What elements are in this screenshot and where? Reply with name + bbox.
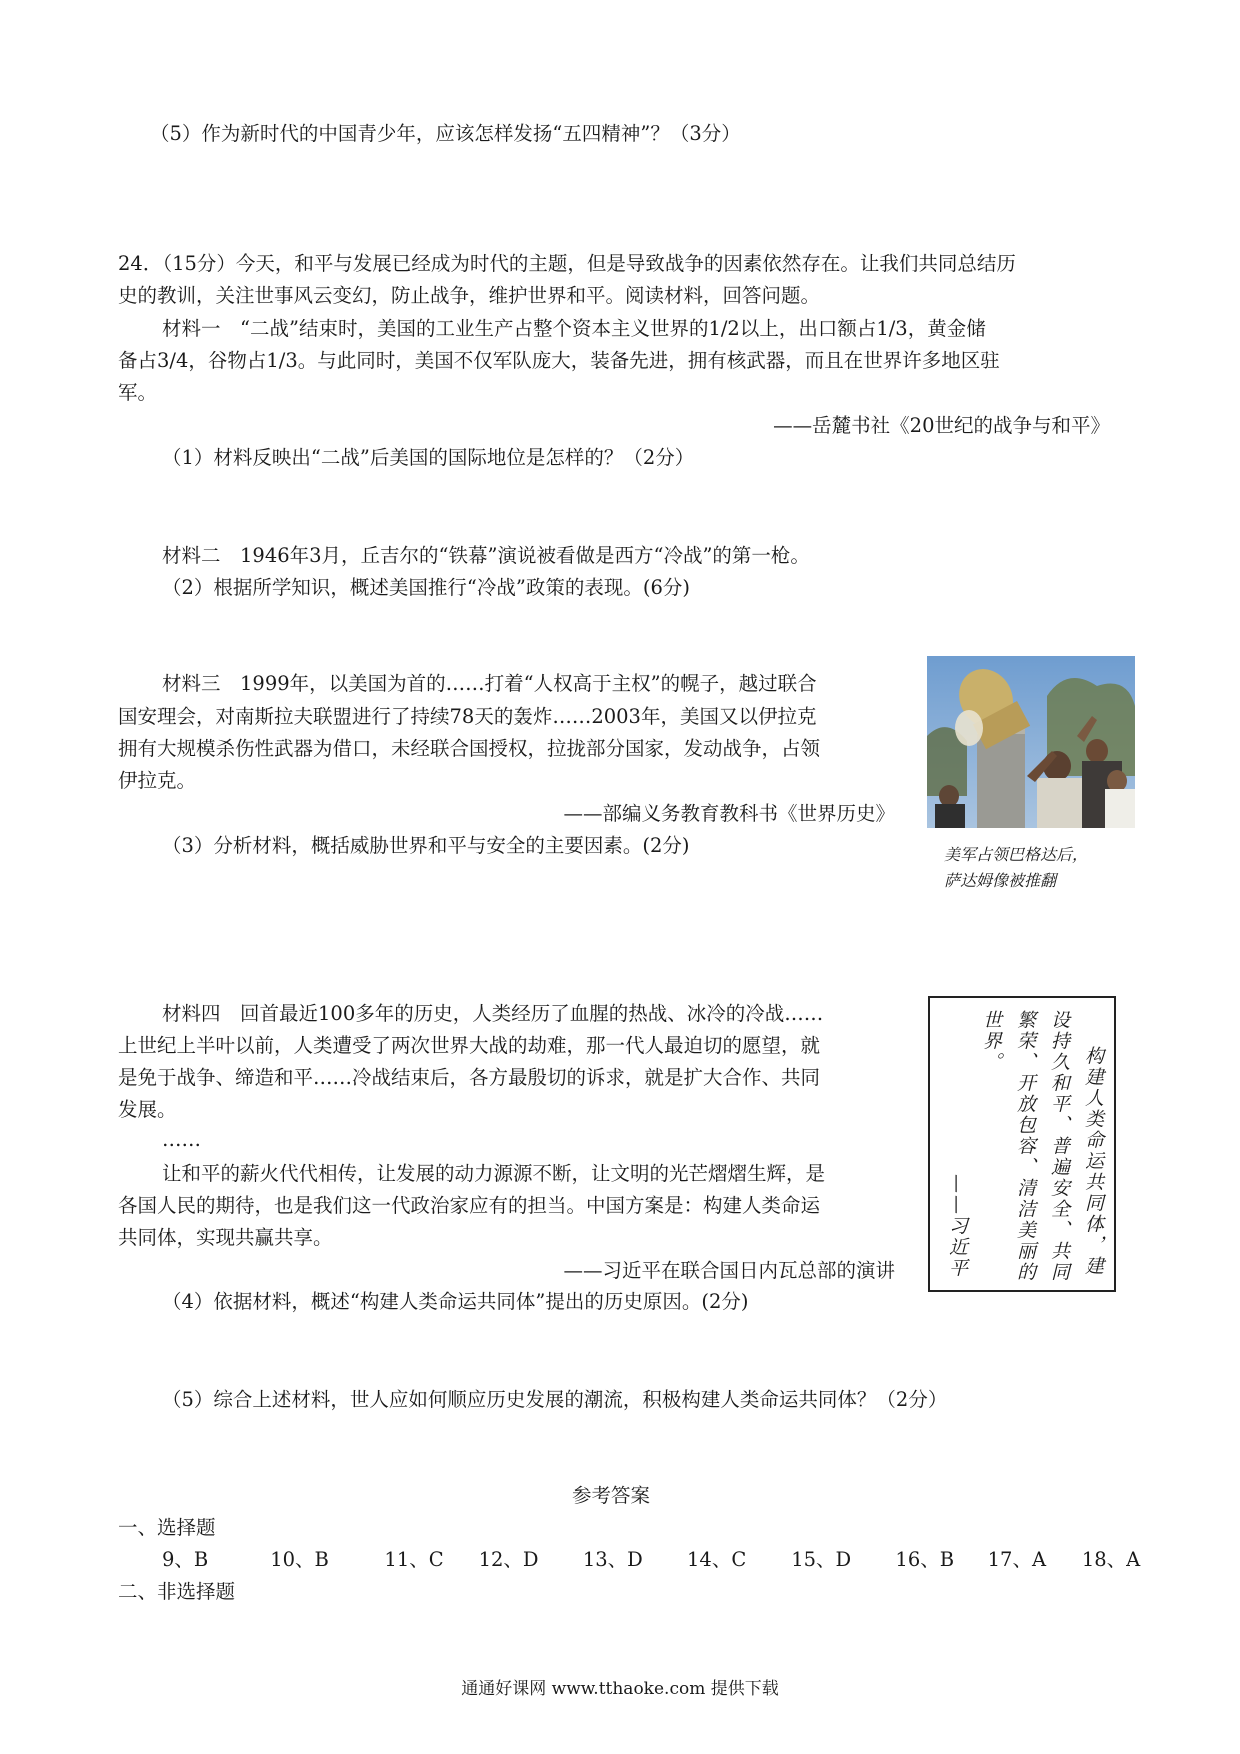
q23-5: （5）作为新时代的中国青少年，应该怎样发扬“五四精神”？（3分）: [150, 122, 741, 145]
material-4-line-4: 发展。: [118, 1098, 177, 1121]
q24-3: （3）分析材料，概括威胁世界和平与安全的主要因素。(2分): [162, 834, 690, 857]
q24-5: （5）综合上述材料，世人应如何顺应历史发展的潮流，积极构建人类命运共同体？（2分）: [162, 1388, 948, 1411]
material-4-ellipsis: ……: [162, 1128, 201, 1151]
photo-caption-line-1: 美军占领巴格达后，: [944, 845, 1089, 864]
answer-item: 9、B: [162, 1548, 209, 1571]
material-4-line-3: 是免于战争、缔造和平……冷战结束后，各方最殷切的诉求，就是扩大合作、共同: [118, 1066, 821, 1089]
q24-1: （1）材料反映出“二战”后美国的国际地位是怎样的？（2分）: [162, 446, 695, 469]
material-1-line-1: 材料一 “二战”结束时，美国的工业生产占整个资本主义世界的1/2以上，出口额占1/3，黄金储: [162, 317, 986, 340]
material-4-line-1: 材料四 回首最近100多年的历史，人类经历了血腥的热战、冰冷的冷战……: [162, 1002, 824, 1025]
material-3-line-1: 材料三 1999年，以美国为首的……打着“人权高于主权”的幌子，越过联合: [162, 672, 817, 695]
answer-item: 11、C: [384, 1548, 444, 1571]
answer-item: 10、B: [270, 1548, 329, 1571]
answer-item: 15、D: [791, 1548, 852, 1571]
material-3-source: ——部编义务教育教科书《世界历史》: [563, 802, 895, 825]
answer-item: 18、A: [1081, 1548, 1141, 1571]
quote-author: ——习近平: [946, 1174, 968, 1279]
material-4-line-6: 让和平的薪火代代相传，让发展的动力源源不断，让文明的光芒熠熠生辉，是: [162, 1162, 826, 1185]
photo-caption-line-2: 萨达姆像被推翻: [944, 871, 1057, 890]
material-2: 材料二 1946年3月，丘吉尔的“铁幕”演说被看做是西方“冷战”的第一枪。: [162, 544, 810, 567]
page-footer: 通通好课网 www.tthaoke.com 提供下载: [461, 1679, 779, 1699]
material-4-line-8: 共同体，实现共赢共享。: [118, 1226, 333, 1249]
answers-title: 参考答案: [572, 1484, 651, 1507]
answers-choice-row: [162, 1544, 1142, 1576]
quote-col-1: 构建人类命运共同体，建: [1082, 1046, 1104, 1277]
q24-4: （4）依据材料，概述“构建人类命运共同体”提出的历史原因。(2分): [162, 1290, 749, 1313]
answer-item: 17、A: [987, 1548, 1047, 1571]
statue-photo: [927, 656, 1135, 828]
material-3-line-2: 国安理会，对南斯拉夫联盟进行了持续78天的轰炸……2003年，美国又以伊拉克: [118, 705, 817, 728]
answer-item: 14、C: [687, 1548, 747, 1571]
material-4-source: ——习近平在联合国日内瓦总部的演讲: [563, 1259, 895, 1282]
quote-col-4: 世界。: [980, 1010, 1002, 1073]
answer-item: 16、B: [895, 1548, 955, 1571]
quote-col-2: 设持久和平、普遍安全、共同: [1048, 1010, 1070, 1283]
material-1-line-2: 备占3/4，谷物占1/3。与此同时，美国不仅军队庞大，装备先进，拥有核武器，而且在世界许多地区驻: [118, 349, 1000, 372]
answers-section-1: 一、选择题: [118, 1516, 216, 1539]
q24-intro-line-1: 24．（15分）今天，和平与发展已经成为时代的主题，但是导致战争的因素依然存在。让我们共同总结历: [118, 252, 1016, 275]
quote-box: [928, 996, 1116, 1292]
material-4-line-2: 上世纪上半叶以前，人类遭受了两次世界大战的劫难，那一代人最迫切的愿望，就: [118, 1034, 821, 1057]
material-3-line-4: 伊拉克。: [118, 769, 197, 792]
material-1-source: ——岳麓书社《20世纪的战争与和平》: [773, 414, 1110, 437]
q24-2: （2）根据所学知识，概述美国推行“冷战”政策的表现。(6分): [162, 576, 690, 599]
material-4-line-7: 各国人民的期待，也是我们这一代政治家应有的担当。中国方案是：构建人类命运: [118, 1194, 821, 1217]
answers-section-2: 二、非选择题: [118, 1580, 236, 1603]
q24-intro-line-2: 史的教训，关注世事风云变幻，防止战争，维护世界和平。阅读材料，回答问题。: [118, 284, 821, 307]
material-1-line-3: 军。: [118, 381, 158, 404]
answer-item: 12、D: [478, 1548, 539, 1571]
answer-item: 13、D: [582, 1548, 643, 1571]
quote-col-3: 繁荣、开放包容、清洁美丽的: [1014, 1010, 1036, 1283]
material-3-line-3: 拥有大规模杀伤性武器为借口，未经联合国授权，拉拢部分国家，发动战争，占领: [118, 737, 821, 760]
